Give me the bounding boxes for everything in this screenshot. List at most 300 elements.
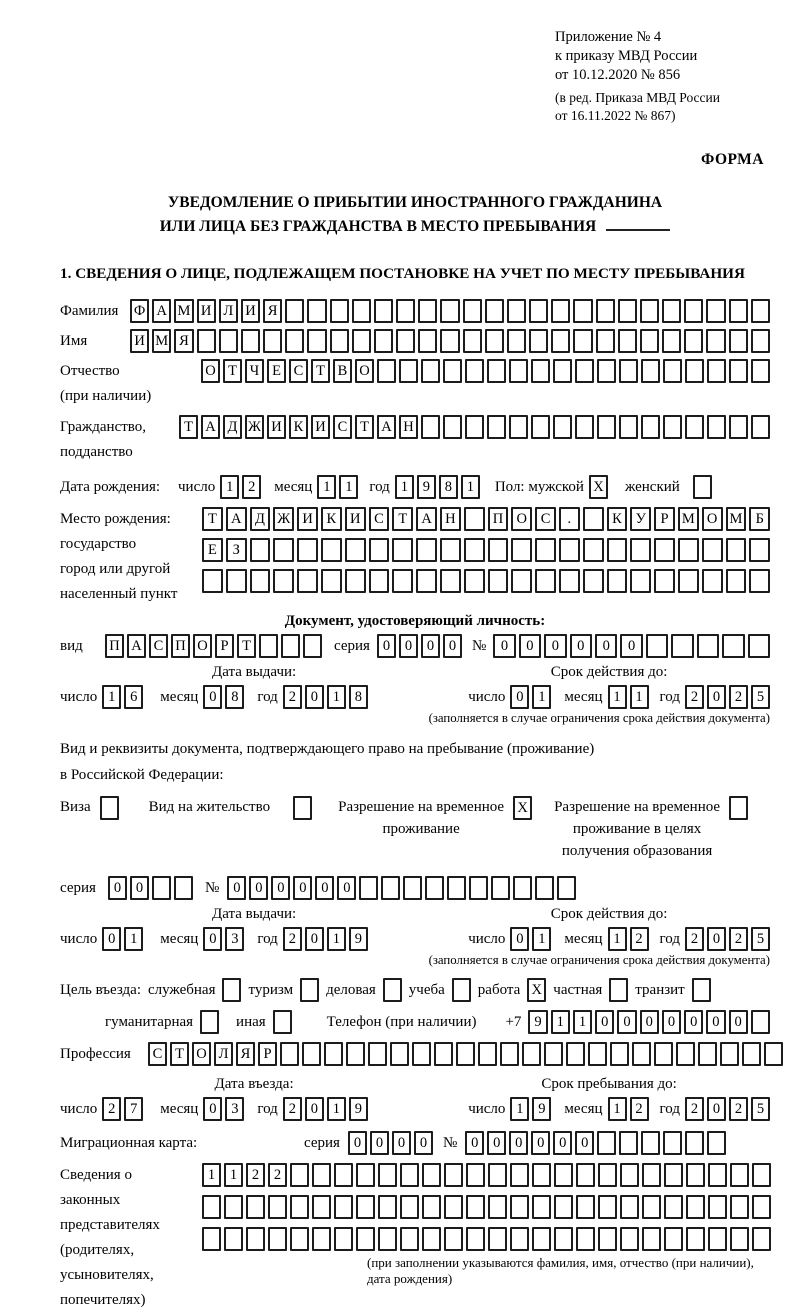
- form-cell[interactable]: [440, 538, 461, 562]
- form-cell[interactable]: [529, 299, 548, 323]
- legal-reps-cells-row1[interactable]: [202, 1163, 771, 1187]
- form-cell[interactable]: Т: [202, 507, 223, 531]
- form-cell[interactable]: [620, 1163, 639, 1187]
- form-cell[interactable]: [464, 507, 485, 531]
- form-cell[interactable]: [312, 1195, 331, 1219]
- form-cell[interactable]: 2: [685, 685, 704, 709]
- birthplace-input-cells-row3[interactable]: [202, 569, 770, 593]
- form-cell[interactable]: Я: [174, 329, 193, 353]
- patronymic-input-cells[interactable]: [201, 359, 770, 383]
- form-cell[interactable]: 1: [510, 1097, 529, 1121]
- birthplace-input-cells-row1[interactable]: [202, 507, 770, 531]
- form-cell[interactable]: [321, 538, 342, 562]
- form-cell[interactable]: 1: [220, 475, 239, 499]
- form-cell[interactable]: [273, 1010, 292, 1034]
- form-cell[interactable]: [345, 538, 366, 562]
- form-cell[interactable]: 1: [102, 685, 121, 709]
- form-cell[interactable]: 1: [630, 685, 649, 709]
- form-cell[interactable]: [522, 1042, 541, 1066]
- form-cell[interactable]: [554, 1163, 573, 1187]
- form-cell[interactable]: [551, 299, 570, 323]
- form-cell[interactable]: [421, 359, 440, 383]
- form-cell[interactable]: 8: [439, 475, 458, 499]
- form-cell[interactable]: [297, 538, 318, 562]
- form-cell[interactable]: [662, 329, 681, 353]
- form-cell[interactable]: 2: [102, 1097, 121, 1121]
- form-cell[interactable]: [529, 329, 548, 353]
- form-cell[interactable]: [752, 1163, 771, 1187]
- form-cell[interactable]: С: [148, 1042, 167, 1066]
- form-cell[interactable]: [535, 569, 556, 593]
- temporary-residence-checkbox[interactable]: [513, 796, 532, 820]
- form-cell[interactable]: [440, 299, 459, 323]
- form-cell[interactable]: [654, 569, 675, 593]
- form-cell[interactable]: [488, 1195, 507, 1219]
- form-cell[interactable]: [440, 329, 459, 353]
- form-cell[interactable]: Т: [223, 359, 242, 383]
- form-cell[interactable]: 2: [630, 927, 649, 951]
- form-cell[interactable]: [224, 1195, 243, 1219]
- form-cell[interactable]: [241, 329, 260, 353]
- form-cell[interactable]: [730, 1227, 749, 1251]
- form-cell[interactable]: [619, 359, 638, 383]
- form-cell[interactable]: [356, 1195, 375, 1219]
- doc-valid-year-cells[interactable]: [685, 685, 770, 709]
- form-cell[interactable]: 0: [414, 1131, 433, 1155]
- form-cell[interactable]: К: [607, 507, 628, 531]
- form-cell[interactable]: П: [488, 507, 509, 531]
- form-cell[interactable]: [707, 415, 726, 439]
- form-cell[interactable]: [444, 1227, 463, 1251]
- form-cell[interactable]: Н: [399, 415, 418, 439]
- entry-month-cells[interactable]: [203, 1097, 244, 1121]
- stay-issue-month-cells[interactable]: [203, 927, 244, 951]
- form-cell[interactable]: [764, 1042, 783, 1066]
- form-cell[interactable]: Т: [392, 507, 413, 531]
- doc-issue-day-cells[interactable]: [102, 685, 143, 709]
- form-cell[interactable]: [378, 1227, 397, 1251]
- form-cell[interactable]: [509, 359, 528, 383]
- purpose-transit-checkbox[interactable]: [692, 978, 711, 1002]
- form-cell[interactable]: [246, 1195, 265, 1219]
- form-cell[interactable]: 0: [392, 1131, 411, 1155]
- surname-input-cells[interactable]: [130, 299, 770, 323]
- form-cell[interactable]: 1: [339, 475, 358, 499]
- stay-valid-month-cells[interactable]: [608, 927, 649, 951]
- form-cell[interactable]: [422, 1163, 441, 1187]
- form-cell[interactable]: [729, 415, 748, 439]
- form-cell[interactable]: [303, 634, 322, 658]
- form-cell[interactable]: [334, 1163, 353, 1187]
- form-cell[interactable]: [485, 329, 504, 353]
- form-cell[interactable]: 9: [349, 927, 368, 951]
- form-cell[interactable]: [752, 1227, 771, 1251]
- form-cell[interactable]: [273, 538, 294, 562]
- form-cell[interactable]: [583, 538, 604, 562]
- legal-reps-cells-row3[interactable]: [202, 1227, 771, 1251]
- form-cell[interactable]: 0: [729, 1010, 748, 1034]
- form-cell[interactable]: К: [289, 415, 308, 439]
- form-cell[interactable]: С: [535, 507, 556, 531]
- form-cell[interactable]: [729, 359, 748, 383]
- form-cell[interactable]: [742, 1042, 761, 1066]
- form-cell[interactable]: [250, 538, 271, 562]
- form-cell[interactable]: 5: [751, 1097, 770, 1121]
- form-cell[interactable]: 7: [124, 1097, 143, 1121]
- form-cell[interactable]: В: [333, 359, 352, 383]
- form-cell[interactable]: А: [416, 507, 437, 531]
- form-cell[interactable]: [663, 359, 682, 383]
- form-cell[interactable]: [664, 1227, 683, 1251]
- form-cell[interactable]: С: [333, 415, 352, 439]
- firstname-input-cells[interactable]: [130, 329, 770, 353]
- form-cell[interactable]: [678, 538, 699, 562]
- form-cell[interactable]: [425, 876, 444, 900]
- form-cell[interactable]: [664, 1163, 683, 1187]
- form-cell[interactable]: 0: [519, 634, 541, 658]
- form-cell[interactable]: 1: [317, 475, 336, 499]
- form-cell[interactable]: 1: [532, 685, 551, 709]
- form-cell[interactable]: [222, 978, 241, 1002]
- purpose-business-checkbox[interactable]: [222, 978, 241, 1002]
- form-cell[interactable]: 0: [570, 634, 592, 658]
- form-cell[interactable]: [748, 634, 770, 658]
- form-cell[interactable]: [618, 329, 637, 353]
- form-cell[interactable]: [720, 1042, 739, 1066]
- form-cell[interactable]: [619, 1131, 638, 1155]
- form-cell[interactable]: Л: [219, 299, 238, 323]
- form-cell[interactable]: [444, 1163, 463, 1187]
- form-cell[interactable]: Т: [237, 634, 256, 658]
- form-cell[interactable]: [553, 359, 572, 383]
- doc-number-cells[interactable]: [493, 634, 770, 658]
- form-cell[interactable]: [396, 329, 415, 353]
- form-cell[interactable]: [469, 876, 488, 900]
- form-cell[interactable]: М: [678, 507, 699, 531]
- purpose-tourism-checkbox[interactable]: [300, 978, 319, 1002]
- form-cell[interactable]: 9: [532, 1097, 551, 1121]
- form-cell[interactable]: [400, 1195, 419, 1219]
- legal-reps-cells-row2[interactable]: [202, 1195, 771, 1219]
- form-cell[interactable]: [685, 359, 704, 383]
- form-cell[interactable]: [686, 1163, 705, 1187]
- form-cell[interactable]: [513, 876, 532, 900]
- form-cell[interactable]: И: [267, 415, 286, 439]
- doc-series-cells[interactable]: [377, 634, 462, 658]
- form-cell[interactable]: [559, 538, 580, 562]
- form-cell[interactable]: [708, 1227, 727, 1251]
- form-cell[interactable]: 0: [271, 876, 290, 900]
- form-cell[interactable]: [500, 1042, 519, 1066]
- form-cell[interactable]: 0: [337, 876, 356, 900]
- form-cell[interactable]: [400, 1163, 419, 1187]
- form-cell[interactable]: [352, 299, 371, 323]
- form-cell[interactable]: 0: [465, 1131, 484, 1155]
- form-cell[interactable]: 0: [662, 1010, 681, 1034]
- form-cell[interactable]: [330, 329, 349, 353]
- form-cell[interactable]: 2: [246, 1163, 265, 1187]
- form-cell[interactable]: [369, 569, 390, 593]
- form-cell[interactable]: [219, 329, 238, 353]
- form-cell[interactable]: М: [726, 507, 747, 531]
- form-cell[interactable]: [487, 415, 506, 439]
- form-cell[interactable]: [588, 1042, 607, 1066]
- form-cell[interactable]: [434, 1042, 453, 1066]
- form-cell[interactable]: [463, 329, 482, 353]
- form-cell[interactable]: [654, 538, 675, 562]
- form-cell[interactable]: П: [171, 634, 190, 658]
- form-cell[interactable]: [443, 359, 462, 383]
- form-cell[interactable]: [418, 329, 437, 353]
- form-cell[interactable]: 0: [443, 634, 462, 658]
- form-cell[interactable]: 0: [706, 1010, 725, 1034]
- form-cell[interactable]: [654, 1042, 673, 1066]
- form-cell[interactable]: 1: [327, 685, 346, 709]
- form-cell[interactable]: [532, 1227, 551, 1251]
- form-cell[interactable]: [706, 299, 725, 323]
- form-cell[interactable]: 0: [510, 685, 529, 709]
- form-cell[interactable]: [174, 876, 193, 900]
- form-cell[interactable]: [293, 796, 312, 820]
- citizenship-input-cells[interactable]: [179, 415, 770, 439]
- form-cell[interactable]: 0: [640, 1010, 659, 1034]
- form-cell[interactable]: [491, 876, 510, 900]
- form-cell[interactable]: 0: [305, 1097, 324, 1121]
- form-cell[interactable]: 2: [283, 1097, 302, 1121]
- form-cell[interactable]: X: [589, 475, 608, 499]
- form-cell[interactable]: 9: [349, 1097, 368, 1121]
- form-cell[interactable]: [488, 1163, 507, 1187]
- form-cell[interactable]: 0: [684, 1010, 703, 1034]
- form-cell[interactable]: О: [702, 507, 723, 531]
- form-cell[interactable]: И: [130, 329, 149, 353]
- form-cell[interactable]: [708, 1195, 727, 1219]
- form-cell[interactable]: [356, 1163, 375, 1187]
- form-cell[interactable]: 0: [707, 927, 726, 951]
- phone-input-cells[interactable]: [528, 1010, 770, 1034]
- form-cell[interactable]: [609, 978, 628, 1002]
- form-cell[interactable]: [610, 1042, 629, 1066]
- form-cell[interactable]: 1: [124, 927, 143, 951]
- form-cell[interactable]: 0: [595, 1010, 614, 1034]
- form-cell[interactable]: [630, 538, 651, 562]
- form-cell[interactable]: X: [527, 978, 546, 1002]
- form-cell[interactable]: [452, 978, 471, 1002]
- stay-valid-year-cells[interactable]: [685, 927, 770, 951]
- form-cell[interactable]: Т: [170, 1042, 189, 1066]
- form-cell[interactable]: [575, 359, 594, 383]
- form-cell[interactable]: [290, 1195, 309, 1219]
- form-cell[interactable]: [685, 1131, 704, 1155]
- form-cell[interactable]: [641, 359, 660, 383]
- form-cell[interactable]: 1: [608, 685, 627, 709]
- form-cell[interactable]: О: [193, 634, 212, 658]
- purpose-other-checkbox[interactable]: [273, 1010, 292, 1034]
- form-cell[interactable]: [300, 978, 319, 1002]
- form-cell[interactable]: 2: [268, 1163, 287, 1187]
- form-cell[interactable]: [697, 634, 719, 658]
- form-cell[interactable]: 0: [399, 634, 418, 658]
- form-cell[interactable]: [729, 796, 748, 820]
- form-cell[interactable]: 0: [203, 927, 222, 951]
- form-cell[interactable]: [250, 569, 271, 593]
- entry-year-cells[interactable]: [283, 1097, 368, 1121]
- form-cell[interactable]: [383, 978, 402, 1002]
- form-cell[interactable]: X: [513, 796, 532, 820]
- doc-issue-year-cells[interactable]: [283, 685, 368, 709]
- form-cell[interactable]: [356, 1227, 375, 1251]
- form-cell[interactable]: [583, 569, 604, 593]
- form-cell[interactable]: 0: [102, 927, 121, 951]
- form-cell[interactable]: [620, 1227, 639, 1251]
- form-cell[interactable]: 0: [315, 876, 334, 900]
- form-cell[interactable]: [392, 569, 413, 593]
- form-cell[interactable]: 0: [544, 634, 566, 658]
- form-cell[interactable]: [507, 299, 526, 323]
- form-cell[interactable]: [544, 1042, 563, 1066]
- form-cell[interactable]: [312, 1163, 331, 1187]
- form-cell[interactable]: Ч: [245, 359, 264, 383]
- form-cell[interactable]: 1: [327, 927, 346, 951]
- form-cell[interactable]: [324, 1042, 343, 1066]
- form-cell[interactable]: [640, 299, 659, 323]
- form-cell[interactable]: 0: [595, 634, 617, 658]
- form-cell[interactable]: [598, 1195, 617, 1219]
- form-cell[interactable]: 2: [729, 685, 748, 709]
- form-cell[interactable]: [698, 1042, 717, 1066]
- form-cell[interactable]: И: [345, 507, 366, 531]
- form-cell[interactable]: [641, 415, 660, 439]
- sex-male-checkbox[interactable]: [589, 475, 608, 499]
- form-cell[interactable]: [202, 1227, 221, 1251]
- form-cell[interactable]: [511, 569, 532, 593]
- doc-issue-month-cells[interactable]: [203, 685, 244, 709]
- form-cell[interactable]: О: [355, 359, 374, 383]
- form-cell[interactable]: [730, 1195, 749, 1219]
- form-cell[interactable]: О: [201, 359, 220, 383]
- form-cell[interactable]: [575, 415, 594, 439]
- form-cell[interactable]: 1: [573, 1010, 592, 1034]
- form-cell[interactable]: [488, 569, 509, 593]
- form-cell[interactable]: [346, 1042, 365, 1066]
- form-cell[interactable]: 0: [493, 634, 515, 658]
- form-cell[interactable]: С: [289, 359, 308, 383]
- form-cell[interactable]: 8: [225, 685, 244, 709]
- form-cell[interactable]: [378, 1195, 397, 1219]
- form-cell[interactable]: 1: [224, 1163, 243, 1187]
- form-cell[interactable]: [443, 415, 462, 439]
- form-cell[interactable]: 0: [509, 1131, 528, 1155]
- purpose-commercial-checkbox[interactable]: [383, 978, 402, 1002]
- form-cell[interactable]: [447, 876, 466, 900]
- form-cell[interactable]: [642, 1163, 661, 1187]
- form-cell[interactable]: 0: [707, 685, 726, 709]
- form-cell[interactable]: [692, 978, 711, 1002]
- form-cell[interactable]: [465, 415, 484, 439]
- form-cell[interactable]: Р: [654, 507, 675, 531]
- form-cell[interactable]: А: [226, 507, 247, 531]
- form-cell[interactable]: [642, 1195, 661, 1219]
- form-cell[interactable]: [708, 1163, 727, 1187]
- form-cell[interactable]: Р: [258, 1042, 277, 1066]
- form-cell[interactable]: А: [201, 415, 220, 439]
- form-cell[interactable]: [226, 569, 247, 593]
- form-cell[interactable]: [566, 1042, 585, 1066]
- form-cell[interactable]: У: [630, 507, 651, 531]
- purpose-humanitarian-checkbox[interactable]: [200, 1010, 219, 1034]
- form-cell[interactable]: 0: [293, 876, 312, 900]
- form-cell[interactable]: [597, 359, 616, 383]
- form-cell[interactable]: [598, 1163, 617, 1187]
- form-cell[interactable]: [268, 1227, 287, 1251]
- form-cell[interactable]: [620, 1195, 639, 1219]
- form-cell[interactable]: [488, 538, 509, 562]
- form-cell[interactable]: [511, 538, 532, 562]
- form-cell[interactable]: [259, 634, 278, 658]
- stay-issue-year-cells[interactable]: [283, 927, 368, 951]
- birth-year-cells[interactable]: [395, 475, 480, 499]
- form-cell[interactable]: [678, 569, 699, 593]
- form-cell[interactable]: [576, 1163, 595, 1187]
- form-cell[interactable]: [730, 1163, 749, 1187]
- residence-permit-checkbox[interactable]: [293, 796, 312, 820]
- form-cell[interactable]: [359, 876, 378, 900]
- form-cell[interactable]: [664, 1195, 683, 1219]
- form-cell[interactable]: [693, 475, 712, 499]
- form-cell[interactable]: [684, 299, 703, 323]
- form-cell[interactable]: 0: [249, 876, 268, 900]
- form-cell[interactable]: 0: [510, 927, 529, 951]
- form-cell[interactable]: Р: [215, 634, 234, 658]
- form-cell[interactable]: [444, 1195, 463, 1219]
- form-cell[interactable]: 0: [370, 1131, 389, 1155]
- form-cell[interactable]: [422, 1195, 441, 1219]
- form-cell[interactable]: А: [377, 415, 396, 439]
- form-cell[interactable]: И: [241, 299, 260, 323]
- birth-day-cells[interactable]: [220, 475, 261, 499]
- form-cell[interactable]: [531, 359, 550, 383]
- form-cell[interactable]: Ж: [245, 415, 264, 439]
- form-cell[interactable]: [466, 1195, 485, 1219]
- form-cell[interactable]: Я: [263, 299, 282, 323]
- form-cell[interactable]: К: [321, 507, 342, 531]
- form-cell[interactable]: [416, 569, 437, 593]
- form-cell[interactable]: [531, 415, 550, 439]
- form-cell[interactable]: [307, 299, 326, 323]
- form-cell[interactable]: [246, 1227, 265, 1251]
- form-cell[interactable]: [263, 329, 282, 353]
- form-cell[interactable]: 9: [528, 1010, 547, 1034]
- form-cell[interactable]: [663, 415, 682, 439]
- form-cell[interactable]: [532, 1195, 551, 1219]
- form-cell[interactable]: [619, 415, 638, 439]
- form-cell[interactable]: 0: [305, 927, 324, 951]
- form-cell[interactable]: 1: [202, 1163, 221, 1187]
- form-cell[interactable]: [598, 1227, 617, 1251]
- form-cell[interactable]: [726, 538, 747, 562]
- form-cell[interactable]: [671, 634, 693, 658]
- form-cell[interactable]: [597, 1131, 616, 1155]
- form-cell[interactable]: [607, 569, 628, 593]
- form-cell[interactable]: [374, 299, 393, 323]
- form-cell[interactable]: [464, 569, 485, 593]
- form-cell[interactable]: [607, 538, 628, 562]
- form-cell[interactable]: [573, 329, 592, 353]
- form-cell[interactable]: [352, 329, 371, 353]
- form-cell[interactable]: 0: [227, 876, 246, 900]
- form-cell[interactable]: [302, 1042, 321, 1066]
- form-cell[interactable]: 1: [461, 475, 480, 499]
